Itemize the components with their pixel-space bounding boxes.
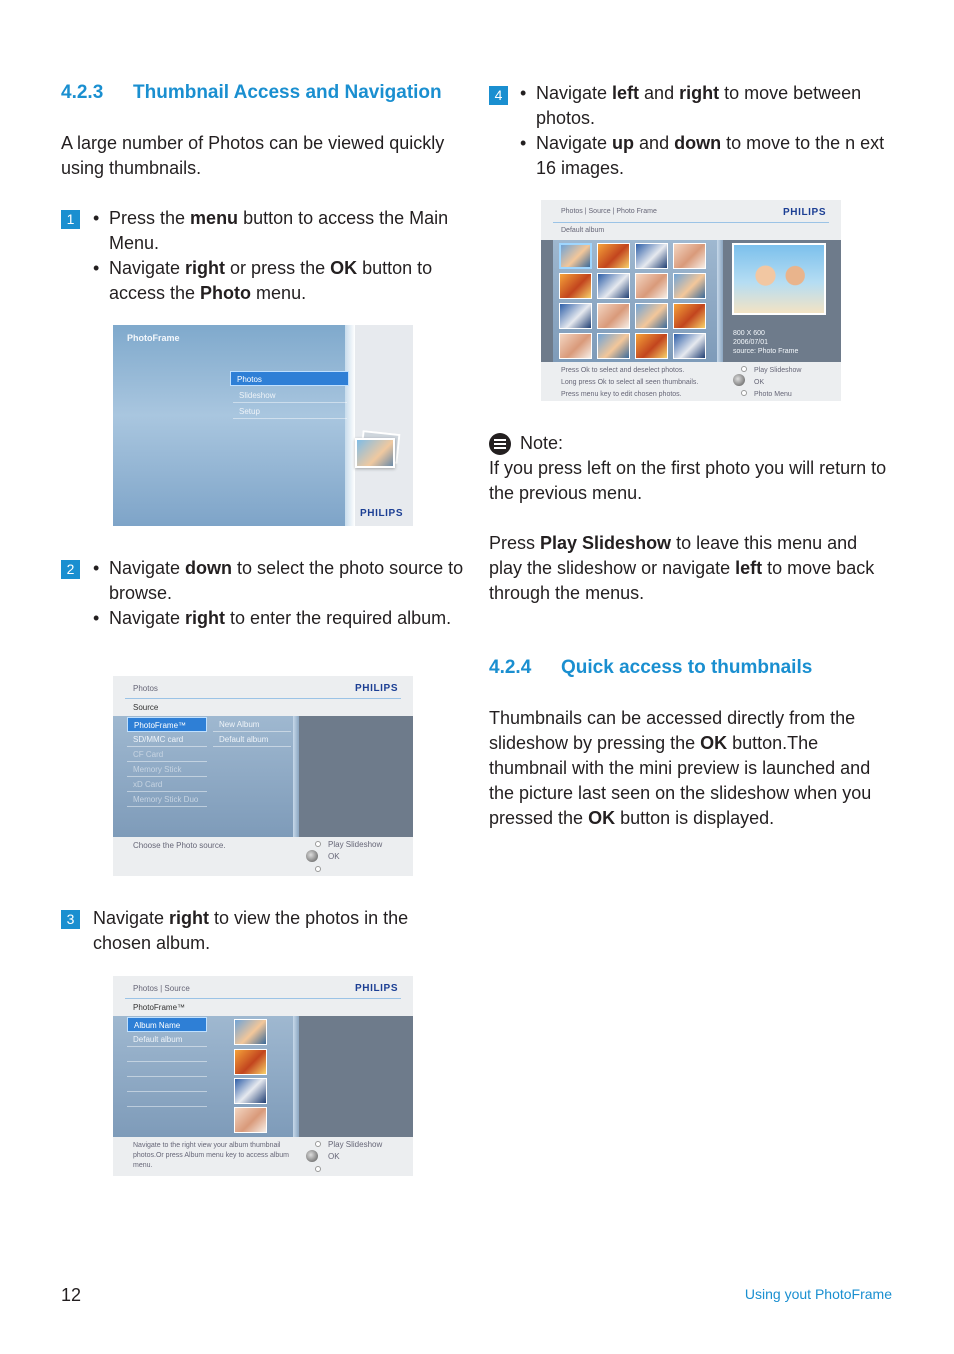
menu-gradient-panel <box>113 325 353 526</box>
step-2-bullet-2: • Navigate right to enter the required album. <box>93 606 471 631</box>
step-4-bullet-2: • Navigate up and down to move to the n ext 16 images. <box>520 131 900 181</box>
grid-thumbnail[interactable] <box>673 333 706 359</box>
source-list <box>127 717 207 807</box>
grid-thumbnail[interactable] <box>635 273 668 299</box>
note-text: If you press left on the first photo you will return to the previous menu. <box>489 458 887 503</box>
grid-thumbnail[interactable] <box>559 303 592 329</box>
album-item-new[interactable]: New Album <box>213 717 291 732</box>
screen-subtitle: PhotoFrame™ <box>133 1003 186 1012</box>
footer-section-title: Using yout PhotoFrame <box>744 1286 892 1302</box>
dot-icon <box>741 366 747 372</box>
action-list <box>754 365 801 401</box>
action-ok[interactable]: OK <box>328 1152 340 1161</box>
album-thumbnail[interactable] <box>234 1107 267 1133</box>
action-play-slideshow[interactable]: Play Slideshow <box>328 840 383 849</box>
album-item-default[interactable]: Default album <box>213 732 291 747</box>
page-number: 12 <box>61 1285 82 1305</box>
step-badge-1: 1 <box>61 210 80 229</box>
image-resolution: 800 X 600 <box>733 330 765 337</box>
grid-thumbnail[interactable] <box>673 243 706 269</box>
section-heading-4-2-4 <box>489 657 812 679</box>
grid-thumbnail[interactable] <box>673 303 706 329</box>
action-photo-menu[interactable]: Photo Menu <box>754 391 792 398</box>
action-play-slideshow[interactable]: Play Slideshow <box>328 1140 383 1149</box>
quick-access-paragraph: Thumbnails can be accessed directly from the slideshow by pressing the OK button.The thumbnail with the mini preview is launched and the picture last seen on the slideshow when you pressed the OK button is displayed. <box>489 708 872 828</box>
album-list <box>127 1017 207 1107</box>
navigation-knob-icon <box>306 1150 318 1162</box>
header-rule <box>125 998 401 999</box>
screen-main-menu <box>113 325 413 526</box>
screen-album <box>113 976 413 1176</box>
preview-image <box>732 243 826 315</box>
album-item-name[interactable]: Album Name <box>127 1017 207 1032</box>
step-1-list <box>93 206 468 306</box>
hint-text: Choose the Photo source. <box>133 841 226 850</box>
section-number: 4.2.3 <box>61 82 104 103</box>
grid-thumbnail[interactable] <box>635 333 668 359</box>
dot-icon <box>315 866 321 872</box>
note-block <box>489 431 894 506</box>
grid-thumbnail[interactable] <box>597 333 630 359</box>
step-2-bullet-1: • Navigate down to select the photo source to browse. <box>93 556 471 606</box>
step-2-list <box>93 556 471 631</box>
source-item-cf-card[interactable]: CF Card <box>127 747 207 762</box>
dot-icon <box>315 1166 321 1172</box>
hint-lines <box>561 365 698 401</box>
breadcrumb: Photos | Source | Photo Frame <box>561 208 657 215</box>
action-ok[interactable]: OK <box>328 852 340 861</box>
header-rule <box>553 222 829 223</box>
section-title: Quick access to thumbnails <box>561 657 813 678</box>
image-info <box>733 329 798 356</box>
play-slideshow-paragraph: Press Play Slideshow to leave this menu and play the slideshow or navigate left to move back through the menus. <box>489 533 875 603</box>
screen-subtitle: Default album <box>561 227 605 234</box>
header-rule <box>125 698 401 699</box>
screen-subtitle: Source <box>133 703 159 712</box>
philips-logo: PHILIPS <box>355 683 399 694</box>
section-heading-4-2-3 <box>61 82 442 104</box>
photo-stack-icon <box>355 432 401 470</box>
note-header <box>489 431 894 456</box>
section-title: Thumbnail Access and Navigation <box>133 82 442 103</box>
album-list <box>213 717 291 747</box>
hint-line: Press Ok to select and deselect photos. <box>561 367 685 374</box>
step-badge-3: 3 <box>61 910 80 929</box>
navigation-knob-icon <box>306 850 318 862</box>
dot-icon <box>315 1141 321 1147</box>
menu-item-setup[interactable]: Setup <box>233 404 347 419</box>
grid-thumbnail[interactable] <box>559 333 592 359</box>
source-item-photoframe[interactable]: PhotoFrame™ <box>127 717 207 732</box>
grid-thumbnail[interactable] <box>597 273 630 299</box>
grid-thumbnail[interactable] <box>635 243 668 269</box>
note-icon <box>489 433 511 455</box>
navigation-knob-icon <box>733 374 745 386</box>
action-play-slideshow[interactable]: Play Slideshow <box>754 367 802 374</box>
image-source: source: Photo Frame <box>733 348 799 355</box>
screen-thumbnail-grid <box>541 200 841 401</box>
source-item-memory-stick[interactable]: Memory Stick <box>127 762 207 777</box>
step-3-text: Navigate right to view the photos in the chosen album. <box>93 908 409 953</box>
dot-icon <box>315 841 321 847</box>
step-4-bullet-1: • Navigate left and right to move between photos. <box>520 81 900 131</box>
section-number: 4.2.4 <box>489 657 532 678</box>
intro-paragraph: A large number of Photos can be viewed quickly using thumbnails. <box>61 133 445 178</box>
grid-thumbnail[interactable] <box>597 243 630 269</box>
grid-thumbnail[interactable] <box>559 243 592 269</box>
menu-item-photos[interactable]: Photos <box>230 371 349 386</box>
philips-logo: PHILIPS <box>355 983 399 994</box>
grid-thumbnail[interactable] <box>559 273 592 299</box>
screen-title: PhotoFrame <box>127 333 180 343</box>
source-item-xd-card[interactable]: xD Card <box>127 777 207 792</box>
step-badge-4: 4 <box>489 86 508 105</box>
step-1-bullet-2: • Navigate right or press the OK button to access the Photo menu. <box>93 256 468 306</box>
album-thumbnail[interactable] <box>234 1049 267 1075</box>
album-item-default[interactable]: Default album <box>127 1032 207 1047</box>
panel-highlight-edge <box>345 325 355 526</box>
hint-text: Navigate to the right view your album thumbnail photos.Or press Album menu key to access album menu. <box>133 1142 290 1169</box>
note-label: Note: <box>520 433 564 453</box>
hint-line: Long press Ok to select all seen thumbnails. <box>561 379 699 386</box>
grid-thumbnail[interactable] <box>597 303 630 329</box>
action-ok[interactable]: OK <box>754 379 765 386</box>
grid-thumbnail[interactable] <box>635 303 668 329</box>
screen-source <box>113 676 413 876</box>
step-badge-2: 2 <box>61 560 80 579</box>
dot-icon <box>741 390 747 396</box>
source-item-sd-mmc[interactable]: SD/MMC card <box>127 732 207 747</box>
hint-line: Press menu key to edit chosen photos. <box>561 391 682 398</box>
grid-thumbnail[interactable] <box>673 273 706 299</box>
step-4-list <box>520 81 900 181</box>
philips-logo: PHILIPS <box>360 508 404 519</box>
philips-logo: PHILIPS <box>783 207 827 218</box>
breadcrumb: Photos <box>133 684 158 693</box>
album-thumbnail[interactable] <box>234 1078 267 1104</box>
album-thumbnail[interactable] <box>234 1019 267 1045</box>
thumbnail-grid <box>559 243 711 361</box>
source-item-memory-stick-duo[interactable]: Memory Stick Duo <box>127 792 207 807</box>
image-date: 2006/07/01 <box>733 339 769 346</box>
step-1-bullet-1: • Press the menu button to access the Main Menu. <box>93 206 468 256</box>
menu-item-slideshow[interactable]: Slideshow <box>233 388 347 403</box>
breadcrumb: Photos | Source <box>133 984 190 993</box>
